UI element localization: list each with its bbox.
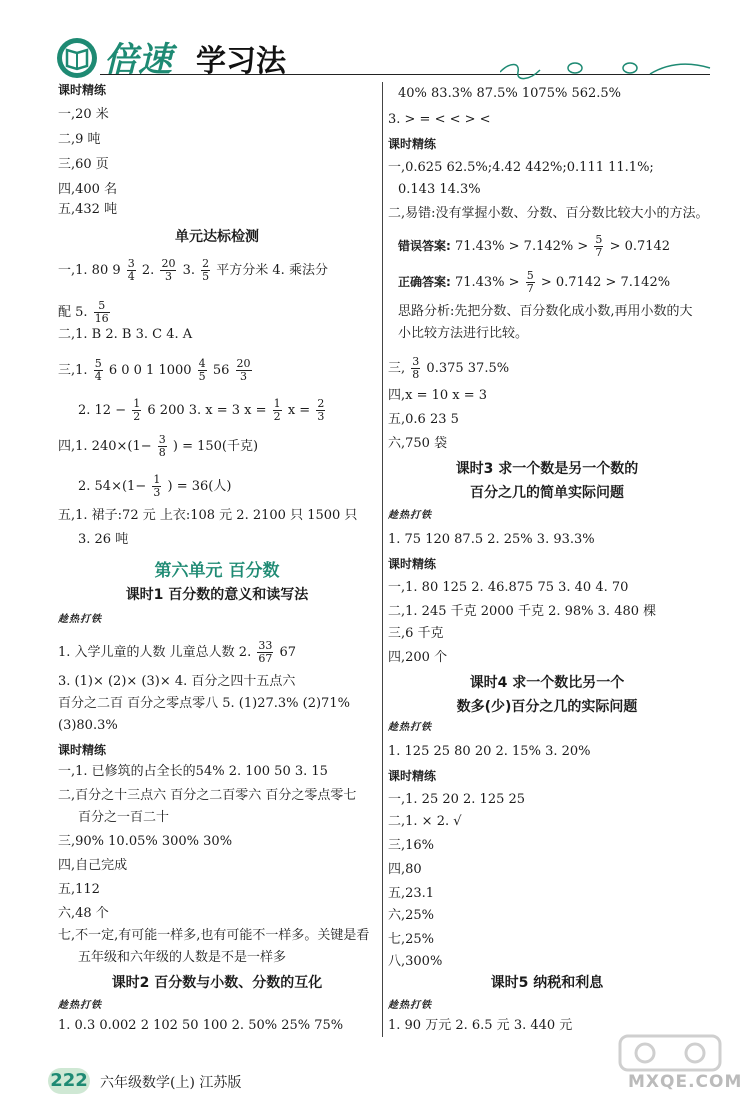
section-tag: 趁热打铁 xyxy=(58,1000,102,1011)
answer-line: 1. 75 120 87.5 2. 25% 3. 93.3% xyxy=(388,532,595,547)
answer-line: 配 5. $\frac{5}{16}$ xyxy=(58,299,109,325)
fraction: $\frac{3}{8}$ xyxy=(158,433,166,459)
lesson-title: 百分之几的简单实际问题 xyxy=(470,485,624,501)
fraction: $\frac{33}{67}$ xyxy=(258,639,273,665)
answer-line: 五,0.6 23 5 xyxy=(388,412,459,427)
answer-line: 3. (1)× (2)× (3)× 4. 百分之四十五点六 xyxy=(58,674,296,689)
answer-line: (3)80.3% xyxy=(58,718,118,733)
answer-line: 3. > = < < > < xyxy=(388,112,491,127)
header-swirl-decoration xyxy=(500,58,720,82)
answer-line: 一,1. 80 125 2. 46.875 75 3. 40 4. 70 xyxy=(388,580,629,595)
fraction: $\frac{20}{3}$ xyxy=(161,257,176,283)
section-heading: 课时精练 xyxy=(388,769,437,783)
answer-line: 五年级和六年级的人数是不是一样多 xyxy=(78,950,287,965)
lesson-title: 课时4 求一个数比另一个 xyxy=(469,675,625,691)
section-heading: 课时精练 xyxy=(58,83,107,97)
answer-line: 五,1. 裙子:72 元 上衣:108 元 2. 2100 只 1500 只 xyxy=(58,508,358,523)
lesson-title: 数多(少)百分之几的实际问题 xyxy=(456,699,638,715)
answer-line: 二,1. × 2. √ xyxy=(388,814,462,829)
brand-subtitle: 学习法 xyxy=(196,44,286,79)
answer-line: 七,不一定,有可能一样多,也有可能不一样多。关键是看 xyxy=(58,928,370,943)
answer-line: 三,60 页 xyxy=(58,157,109,172)
section-tag: 趁热打铁 xyxy=(58,614,102,625)
fraction: $\frac{2}{3}$ xyxy=(317,397,325,423)
page-number: 222 xyxy=(48,1068,90,1094)
answer-line: 五,432 吨 xyxy=(58,202,118,217)
answer-line: 1. 90 万元 2. 6.5 元 3. 440 元 xyxy=(388,1018,573,1033)
answer-line: 四,1. 240×(1− $\frac{3}{8}$ ) = 150(千克) xyxy=(58,433,259,459)
fraction: $\frac{3}{8}$ xyxy=(412,355,420,381)
fraction: $\frac{5}{7}$ xyxy=(526,269,534,295)
fraction: $\frac{5}{7}$ xyxy=(595,233,603,259)
watermark-text: MXQE.COM xyxy=(628,1072,743,1092)
lesson-title: 课时1 百分数的意义和读写法 xyxy=(125,587,309,603)
section-heading: 课时精练 xyxy=(388,557,437,571)
answer-line: 五,23.1 xyxy=(388,886,435,901)
answer-line: 一,0.625 62.5%;4.42 442%;0.111 11.1%; xyxy=(388,160,654,175)
answer-line: 三,6 千克 xyxy=(388,626,444,641)
answer-line: 百分之一百二十 xyxy=(78,810,170,825)
fraction: $\frac{4}{5}$ xyxy=(198,357,206,383)
section-tag: 趁热打铁 xyxy=(388,510,432,521)
book-logo-icon xyxy=(55,36,99,80)
answer-line: 八,300% xyxy=(388,954,443,969)
section-tag: 趁热打铁 xyxy=(388,1000,432,1011)
answer-line: 0.143 14.3% xyxy=(398,182,481,197)
unit-title: 第六单元 百分数 xyxy=(154,561,280,581)
answer-line: 六,48 个 xyxy=(58,906,109,921)
answer-line: 二,易错:没有掌握小数、分数、百分数比较大小的方法。 xyxy=(388,206,709,221)
answer-line: 二,1. B 2. B 3. C 4. A xyxy=(58,327,193,342)
answer-line: 1. 125 25 80 20 2. 15% 3. 20% xyxy=(388,744,591,759)
lesson-title: 课时3 求一个数是另一个数的 xyxy=(455,461,639,477)
answer-line: 四,200 个 xyxy=(388,650,448,665)
section-heading: 课时精练 xyxy=(388,137,437,151)
fraction: $\frac{1}{3}$ xyxy=(153,473,161,499)
answer-line: 错误答案: 71.43% > 7.142% > $\frac{5}{7}$ > 0.7̇14̇2 xyxy=(398,233,671,259)
lesson-title: 课时5 纳税和利息 xyxy=(490,975,604,991)
answer-line: 二,9 吨 xyxy=(58,132,101,147)
fraction: $\frac{20}{3}$ xyxy=(236,357,251,383)
column-divider xyxy=(382,82,383,1037)
unit-test-title: 单元达标检测 xyxy=(175,229,259,245)
answer-line: 四,400 名 xyxy=(58,182,118,197)
answer-line: 四,自己完成 xyxy=(58,858,128,873)
section-tag: 趁热打铁 xyxy=(388,722,432,733)
answer-line: 思路分析:先把分数、百分数化成小数,再用小数的大 xyxy=(398,304,693,319)
answer-line: 二,百分之十三点六 百分之二百零六 百分之零点零七 xyxy=(58,788,357,803)
answer-line: 二,1. 245 千克 2000 千克 2. 98% 3. 480 棵 xyxy=(388,604,657,619)
answer-line: 1. 0.3 0.002 2 102 50 100 2. 50% 25% 75% xyxy=(58,1018,344,1033)
answer-line: 1. 入学儿童的人数 儿童总人数 2. $\frac{33}{67}$ 67 xyxy=(58,639,297,665)
answer-line: 四,80 xyxy=(388,862,422,877)
answer-line: 三, $\frac{3}{8}$ 0.375 37.5% xyxy=(388,355,510,381)
answer-line: 一,1. 25 20 2. 125 25 xyxy=(388,792,526,807)
answer-line: 三,16% xyxy=(388,838,435,853)
fraction: $\frac{5}{16}$ xyxy=(94,299,109,325)
section-heading: 课时精练 xyxy=(58,743,107,757)
answer-line: 四,x = 10 x = 3 xyxy=(388,388,488,403)
answer-line: 三,1. $\frac{5}{4}$ 6 0 0 1 1000 $\frac{4}{5}$ 56 $\frac{20}{3}$ xyxy=(58,357,251,383)
answer-line: 五,112 xyxy=(58,882,100,897)
answer-line: 七,25% xyxy=(388,932,435,947)
answer-line: 一,1. 80 9 $\frac{3}{4}$ 2. $\frac{20}{3}$ 3. $\frac{2}{5}$ 平方分米 4. 乘法分 xyxy=(58,257,328,283)
fraction: $\frac{1}{2}$ xyxy=(133,397,141,423)
answer-line: 2. 54×(1− $\frac{1}{3}$ ) = 36(人) xyxy=(78,473,232,499)
answer-line: 一,1. 已修筑的占全长的54% 2. 100 50 3. 15 xyxy=(58,764,328,779)
answer-line: 3. 26 吨 xyxy=(78,532,129,547)
lesson-title: 课时2 百分数与小数、分数的互化 xyxy=(111,975,323,991)
answer-line: 一,20 米 xyxy=(58,107,109,122)
fraction: $\frac{1}{2}$ xyxy=(273,397,281,423)
answer-line: 小比较方法进行比较。 xyxy=(398,326,529,341)
answer-line: 六,750 袋 xyxy=(388,436,448,451)
answer-line: 三,90% 10.05% 300% 30% xyxy=(58,834,233,849)
book-title: 六年级数学(上) 江苏版 xyxy=(100,1075,242,1091)
answer-line: 六,25% xyxy=(388,908,435,923)
fraction: $\frac{2}{5}$ xyxy=(202,257,210,283)
answer-line: 百分之二百 百分之零点零八 5. (1)27.3% (2)71% xyxy=(58,696,350,711)
fraction: $\frac{5}{4}$ xyxy=(94,357,102,383)
answer-line: 2. 12 − $\frac{1}{2}$ 6 200 3. x = 3 x = $\frac{1}{2}$ x = $\frac{2}{3}$ xyxy=(78,397,325,423)
answer-line: 正确答案: 71.43% > $\frac{5}{7}$ > 0.7̇14̇2 > 7.142% xyxy=(398,269,671,295)
answer-line: 40% 83.3% 87.5% 1075% 562.5% xyxy=(398,86,622,101)
fraction: $\frac{3}{4}$ xyxy=(127,257,135,283)
brand-name: 倍速 xyxy=(104,40,172,80)
